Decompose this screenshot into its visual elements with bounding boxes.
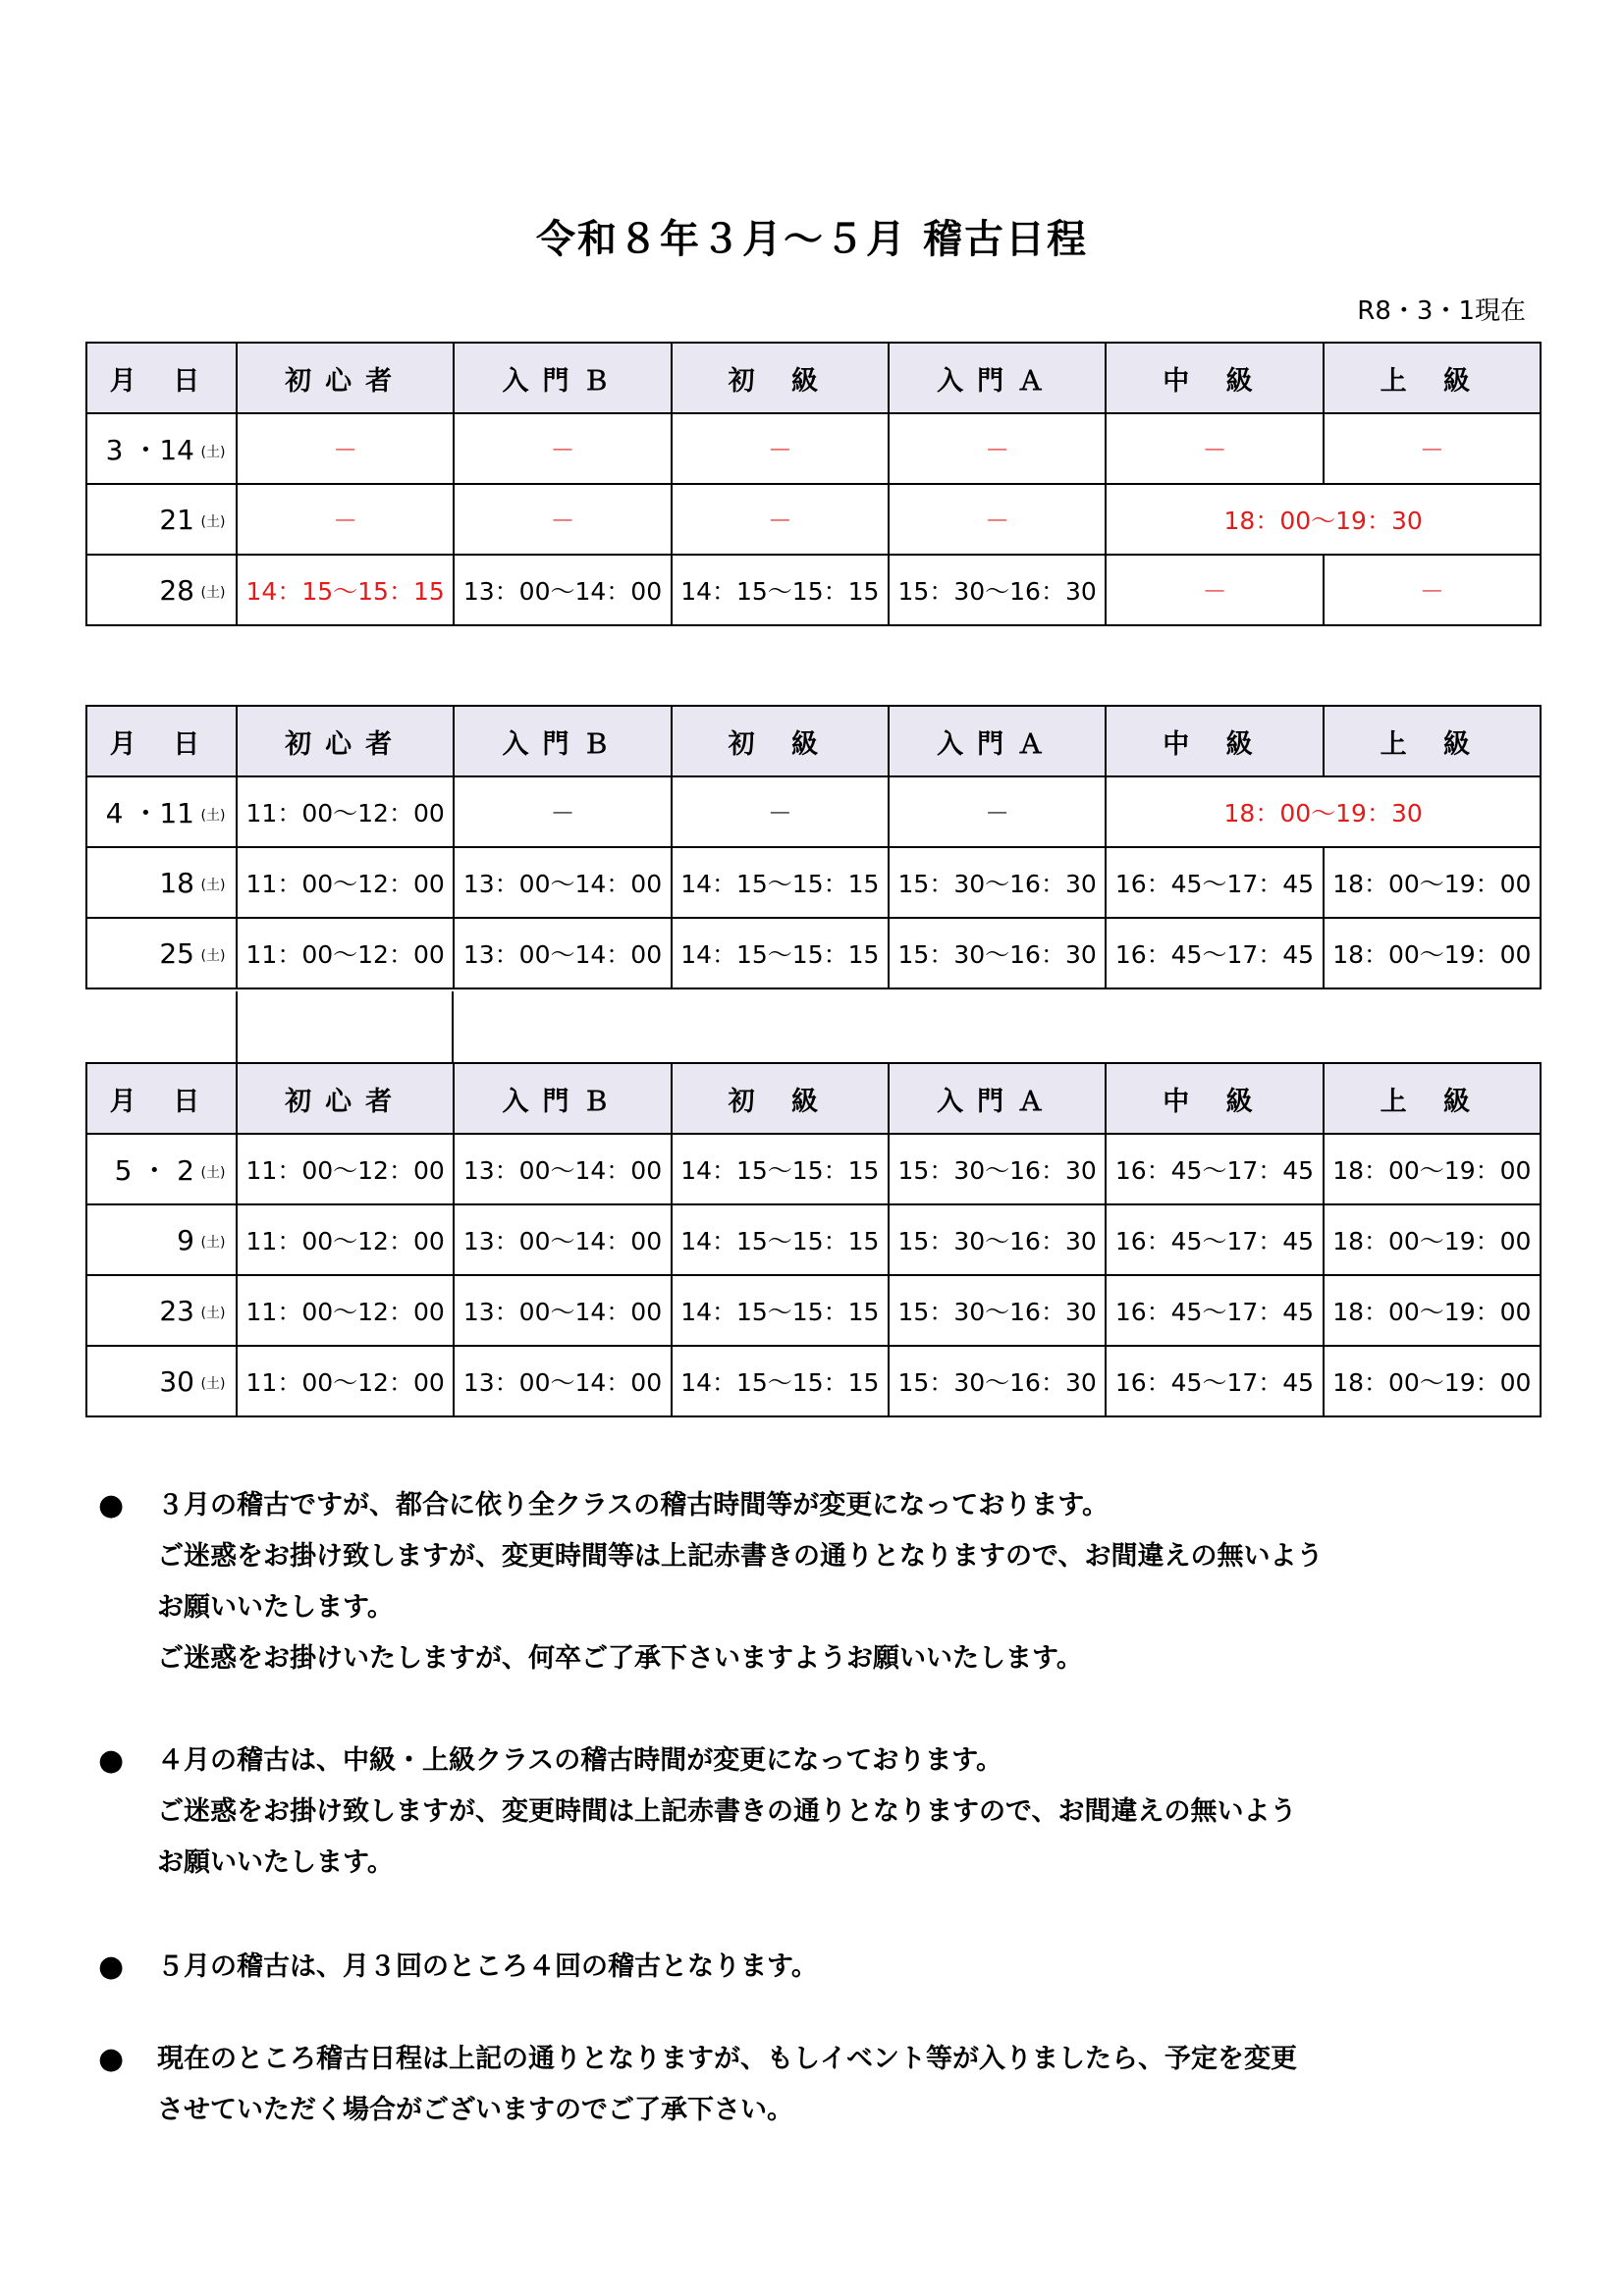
weekday-badge: (土) bbox=[200, 1165, 226, 1181]
table-row bbox=[86, 1275, 1541, 1346]
date-cell: 18 (土) bbox=[86, 847, 237, 918]
note-line: ３月の稽古ですが、都合に依り全クラスの稽古時間等が変更になっております。 bbox=[157, 1490, 1110, 1521]
schedule-cell: 14：15～15：15 bbox=[672, 1346, 889, 1416]
schedule-cell: 11：00～12：00 bbox=[237, 1134, 454, 1204]
schedule-cell: 18：00～19：00 bbox=[1324, 847, 1541, 918]
note-april bbox=[98, 1735, 1542, 1889]
schedule-cell: 11：00～12：00 bbox=[237, 847, 454, 918]
bullet-icon: ● bbox=[98, 1949, 125, 1984]
date-cell: 25 (土) bbox=[86, 918, 237, 988]
col-header-advanced: 上 級 bbox=[1324, 706, 1541, 776]
note-line: ご迷惑をお掛け致しますが、変更時間は上記赤書きの通りとなりますので、お間違えの無いよう bbox=[157, 1796, 1297, 1827]
col-header-intermediate: 中 級 bbox=[1106, 706, 1323, 776]
weekday-badge: (土) bbox=[200, 1234, 226, 1251]
schedule-cell: 15：30～16：30 bbox=[889, 918, 1106, 988]
col-header-intro-a: 入門Ａ bbox=[889, 706, 1106, 776]
col-header-elementary: 初 級 bbox=[672, 706, 889, 776]
schedule-cell: － bbox=[237, 484, 454, 555]
table-row bbox=[86, 555, 1541, 625]
date-cell: 30 (土) bbox=[86, 1346, 237, 1416]
schedule-cell: 14：15～15：15 bbox=[672, 555, 889, 625]
table-row bbox=[86, 413, 1541, 484]
date-cell: 23 (土) bbox=[86, 1275, 237, 1346]
schedule-cell: 16：45～17：45 bbox=[1106, 1134, 1323, 1204]
weekday-badge: (土) bbox=[200, 584, 226, 601]
merged-schedule-cell: 18：00～19：30 bbox=[1106, 776, 1541, 847]
schedule-cell: 13：00～14：00 bbox=[454, 1346, 671, 1416]
schedule-cell: － bbox=[889, 776, 1106, 847]
schedule-cell: － bbox=[237, 413, 454, 484]
schedule-cell: － bbox=[454, 776, 671, 847]
note-line: 現在のところ稽古日程は上記の通りとなりますが、もしイベント等が入りましたら、予定を変更 bbox=[157, 2044, 1297, 2074]
schedule-cell: － bbox=[454, 484, 671, 555]
schedule-cell: 13：00～14：00 bbox=[454, 847, 671, 918]
bullet-icon: ● bbox=[98, 1743, 125, 1778]
schedule-cell: 11：00～12：00 bbox=[237, 1204, 454, 1275]
col-header-intro-b: 入門Ｂ bbox=[454, 706, 671, 776]
as-of-date: R8・3・1現在 bbox=[1357, 296, 1526, 326]
schedule-cell: 13：00～14：00 bbox=[454, 1134, 671, 1204]
note-line: ４月の稽古は、中級・上級クラスの稽古時間が変更になっております。 bbox=[157, 1745, 1003, 1776]
table-row bbox=[86, 918, 1541, 988]
schedule-cell: 14：15～15：15 bbox=[237, 555, 454, 625]
header-row bbox=[86, 343, 1541, 413]
note-line: ５月の稽古は、月３回のところ４回の稽古となります。 bbox=[157, 1951, 818, 1982]
march-schedule-table bbox=[85, 342, 1542, 626]
date-cell: 9 (土) bbox=[86, 1204, 237, 1275]
weekday-badge: (土) bbox=[200, 808, 226, 824]
schedule-cell: － bbox=[1324, 555, 1541, 625]
schedule-cell: 13：00～14：00 bbox=[454, 1204, 671, 1275]
note-line: お願いいたします。 bbox=[157, 1592, 394, 1623]
schedule-cell: 14：15～15：15 bbox=[672, 1275, 889, 1346]
schedule-cell: 15：30～16：30 bbox=[889, 847, 1106, 918]
col-header-intermediate: 中 級 bbox=[1106, 343, 1323, 413]
schedule-cell: 15：30～16：30 bbox=[889, 1346, 1106, 1416]
schedule-cell: － bbox=[1106, 555, 1323, 625]
schedule-cell: － bbox=[889, 484, 1106, 555]
schedule-cell: 15：30～16：30 bbox=[889, 1134, 1106, 1204]
schedule-cell: 16：45～17：45 bbox=[1106, 1346, 1323, 1416]
schedule-cell: － bbox=[672, 484, 889, 555]
schedule-cell: － bbox=[454, 413, 671, 484]
april-schedule-table bbox=[85, 705, 1542, 989]
merged-schedule-cell: 18：00～19：30 bbox=[1106, 484, 1541, 555]
schedule-cell: 18：00～19：00 bbox=[1324, 918, 1541, 988]
weekday-badge: (土) bbox=[200, 513, 226, 530]
schedule-cell: 11：00～12：00 bbox=[237, 918, 454, 988]
schedule-cell: － bbox=[1324, 413, 1541, 484]
table-row bbox=[86, 484, 1541, 555]
note-line: お願いいたします。 bbox=[157, 1847, 394, 1878]
weekday-badge: (土) bbox=[200, 1305, 226, 1321]
schedule-cell: 18：00～19：00 bbox=[1324, 1275, 1541, 1346]
col-header-beginner: 初心者 bbox=[237, 706, 454, 776]
col-header-beginner: 初心者 bbox=[237, 343, 454, 413]
col-header-advanced: 上 級 bbox=[1324, 343, 1541, 413]
schedule-cell: － bbox=[1106, 413, 1323, 484]
schedule-cell: 16：45～17：45 bbox=[1106, 1204, 1323, 1275]
schedule-cell: 18：00～19：00 bbox=[1324, 1134, 1541, 1204]
note-march bbox=[98, 1480, 1542, 1684]
date-cell: 5 ・ 2 (土) bbox=[86, 1134, 237, 1204]
page-title: 令和８年３月～５月 稽古日程 bbox=[536, 217, 1088, 262]
table-connector bbox=[236, 991, 454, 1062]
table-row bbox=[86, 1134, 1541, 1204]
schedule-cell: 14：15～15：15 bbox=[672, 918, 889, 988]
date-cell: 4 ・11 (土) bbox=[86, 776, 237, 847]
note-line: させていただく場合がございますのでご了承下さい。 bbox=[157, 2095, 793, 2125]
table-row bbox=[86, 1204, 1541, 1275]
col-header-date: 月 日 bbox=[86, 706, 237, 776]
weekday-badge: (土) bbox=[200, 1375, 226, 1392]
table-row bbox=[86, 1346, 1541, 1416]
note-line: ご迷惑をお掛けいたしますが、何卒ご了承下さいますようお願いいたします。 bbox=[157, 1643, 1083, 1674]
bullet-icon: ● bbox=[98, 2042, 125, 2076]
header-row bbox=[86, 1063, 1541, 1134]
table-row bbox=[86, 847, 1541, 918]
schedule-cell: 13：00～14：00 bbox=[454, 555, 671, 625]
schedule-cell: 15：30～16：30 bbox=[889, 1275, 1106, 1346]
bullet-icon: ● bbox=[98, 1488, 125, 1522]
weekday-badge: (土) bbox=[200, 947, 226, 964]
schedule-cell: 15：30～16：30 bbox=[889, 1204, 1106, 1275]
schedule-cell: － bbox=[889, 413, 1106, 484]
col-header-elementary: 初 級 bbox=[672, 343, 889, 413]
date-cell: 3 ・14 (土) bbox=[86, 413, 237, 484]
header-row bbox=[86, 706, 1541, 776]
schedule-cell: 14：15～15：15 bbox=[672, 1204, 889, 1275]
date-cell: 21 (土) bbox=[86, 484, 237, 555]
note-schedule-change bbox=[98, 2034, 1542, 2136]
schedule-cell: － bbox=[672, 776, 889, 847]
may-schedule-table bbox=[85, 1062, 1542, 1417]
col-header-intro-b: 入門Ｂ bbox=[454, 343, 671, 413]
schedule-cell: － bbox=[672, 413, 889, 484]
col-header-intermediate: 中 級 bbox=[1106, 1063, 1323, 1134]
schedule-cell: 11：00～12：00 bbox=[237, 1275, 454, 1346]
col-header-date: 月 日 bbox=[86, 343, 237, 413]
col-header-elementary: 初 級 bbox=[672, 1063, 889, 1134]
schedule-cell: 13：00～14：00 bbox=[454, 918, 671, 988]
col-header-advanced: 上 級 bbox=[1324, 1063, 1541, 1134]
note-may bbox=[98, 1942, 1542, 1993]
schedule-cell: 11：00～12：00 bbox=[237, 1346, 454, 1416]
weekday-badge: (土) bbox=[200, 877, 226, 893]
date-cell: 28 (土) bbox=[86, 555, 237, 625]
note-line: ご迷惑をお掛け致しますが、変更時間等は上記赤書きの通りとなりますので、お間違えの無いよう bbox=[157, 1541, 1324, 1572]
schedule-cell: 18：00～19：00 bbox=[1324, 1204, 1541, 1275]
schedule-cell: 13：00～14：00 bbox=[454, 1275, 671, 1346]
col-header-intro-b: 入門Ｂ bbox=[454, 1063, 671, 1134]
col-header-date: 月 日 bbox=[86, 1063, 237, 1134]
schedule-cell: 14：15～15：15 bbox=[672, 1134, 889, 1204]
schedule-cell: 16：45～17：45 bbox=[1106, 918, 1323, 988]
schedule-cell: 14：15～15：15 bbox=[672, 847, 889, 918]
schedule-cell: 15：30～16：30 bbox=[889, 555, 1106, 625]
col-header-intro-a: 入門Ａ bbox=[889, 1063, 1106, 1134]
schedule-cell: 16：45～17：45 bbox=[1106, 1275, 1323, 1346]
schedule-cell: 16：45～17：45 bbox=[1106, 847, 1323, 918]
col-header-intro-a: 入門Ａ bbox=[889, 343, 1106, 413]
schedule-cell: 18：00～19：00 bbox=[1324, 1346, 1541, 1416]
weekday-badge: (土) bbox=[200, 445, 226, 460]
schedule-cell: 11：00～12：00 bbox=[237, 776, 454, 847]
table-row bbox=[86, 776, 1541, 847]
col-header-beginner: 初心者 bbox=[237, 1063, 454, 1134]
